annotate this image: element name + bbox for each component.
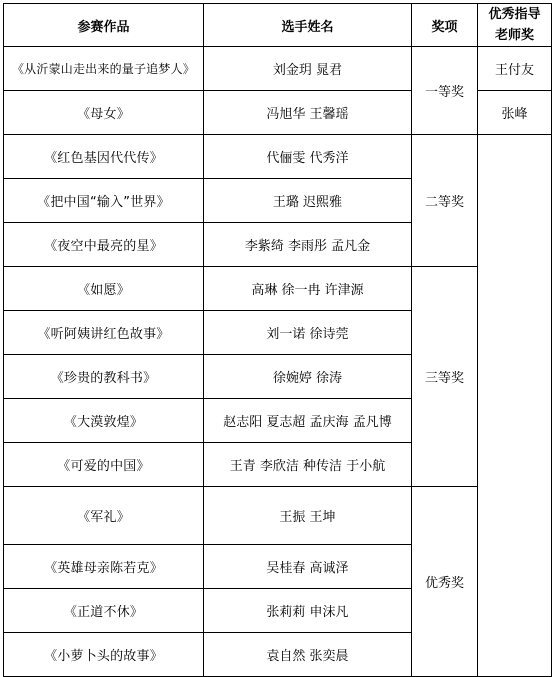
work-title: 《把中国“输入”世界》 (4, 179, 204, 223)
work-title: 《珍贵的教科书》 (4, 355, 204, 399)
student-names: 代俪雯 代秀洋 (204, 135, 412, 179)
work-title: 《军礼》 (4, 487, 204, 545)
work-title: 《如愿》 (4, 267, 204, 311)
header-row (4, 4, 552, 47)
table-row (4, 47, 552, 91)
student-names: 赵志阳 夏志超 孟庆海 孟凡博 (204, 399, 412, 443)
header-award: 奖项 (412, 4, 478, 47)
award-excellent: 优秀奖 (412, 487, 478, 677)
student-names: 冯旭华 王馨瑶 (204, 91, 412, 135)
student-names: 张莉莉 申沫凡 (204, 589, 412, 633)
student-names: 李紫绮 李雨彤 孟凡金 (204, 223, 412, 267)
work-title: 《红色基因代代传》 (4, 135, 204, 179)
header-mentor (478, 4, 552, 47)
student-names: 王振 王坤 (204, 487, 412, 545)
work-title: 《正道不休》 (4, 589, 204, 633)
student-names: 袁自然 张奕晨 (204, 633, 412, 677)
work-title: 《小萝卜头的故事》 (4, 633, 204, 677)
work-title: 《可爱的中国》 (4, 443, 204, 487)
table-row (4, 487, 552, 545)
header-mentor-line1: 优秀指导 (488, 7, 541, 22)
table-row (4, 267, 552, 311)
mentor-name: 张峰 (478, 91, 552, 135)
student-names: 徐婉婷 徐涛 (204, 355, 412, 399)
work-title: 《大漠敦煌》 (4, 399, 204, 443)
table-row (4, 135, 552, 179)
work-title: 《夜空中最亮的星》 (4, 223, 204, 267)
work-title: 《英雄母亲陈若克》 (4, 545, 204, 589)
awards-table (3, 3, 552, 677)
award-third: 三等奖 (412, 267, 478, 487)
header-mentor-line2: 老师奖 (494, 28, 534, 43)
work-title: 《从沂蒙山走出来的量子追梦人》 (4, 47, 204, 91)
student-names: 吴桂春 高诚泽 (204, 545, 412, 589)
header-students: 选手姓名 (204, 4, 412, 47)
student-names: 刘金玥 晁君 (204, 47, 412, 91)
work-title: 《母女》 (4, 91, 204, 135)
work-title: 《听阿姨讲红色故事》 (4, 311, 204, 355)
student-names: 刘一诺 徐诗莞 (204, 311, 412, 355)
student-names: 高琳 徐一冉 许津源 (204, 267, 412, 311)
mentor-name: 王付友 (478, 47, 552, 91)
award-first: 一等奖 (412, 47, 478, 135)
mentor-empty (478, 135, 552, 677)
award-second: 二等奖 (412, 135, 478, 267)
student-names: 王青 李欣洁 种传洁 于小航 (204, 443, 412, 487)
header-work: 参赛作品 (4, 4, 204, 47)
student-names: 王璐 迟熙雅 (204, 179, 412, 223)
